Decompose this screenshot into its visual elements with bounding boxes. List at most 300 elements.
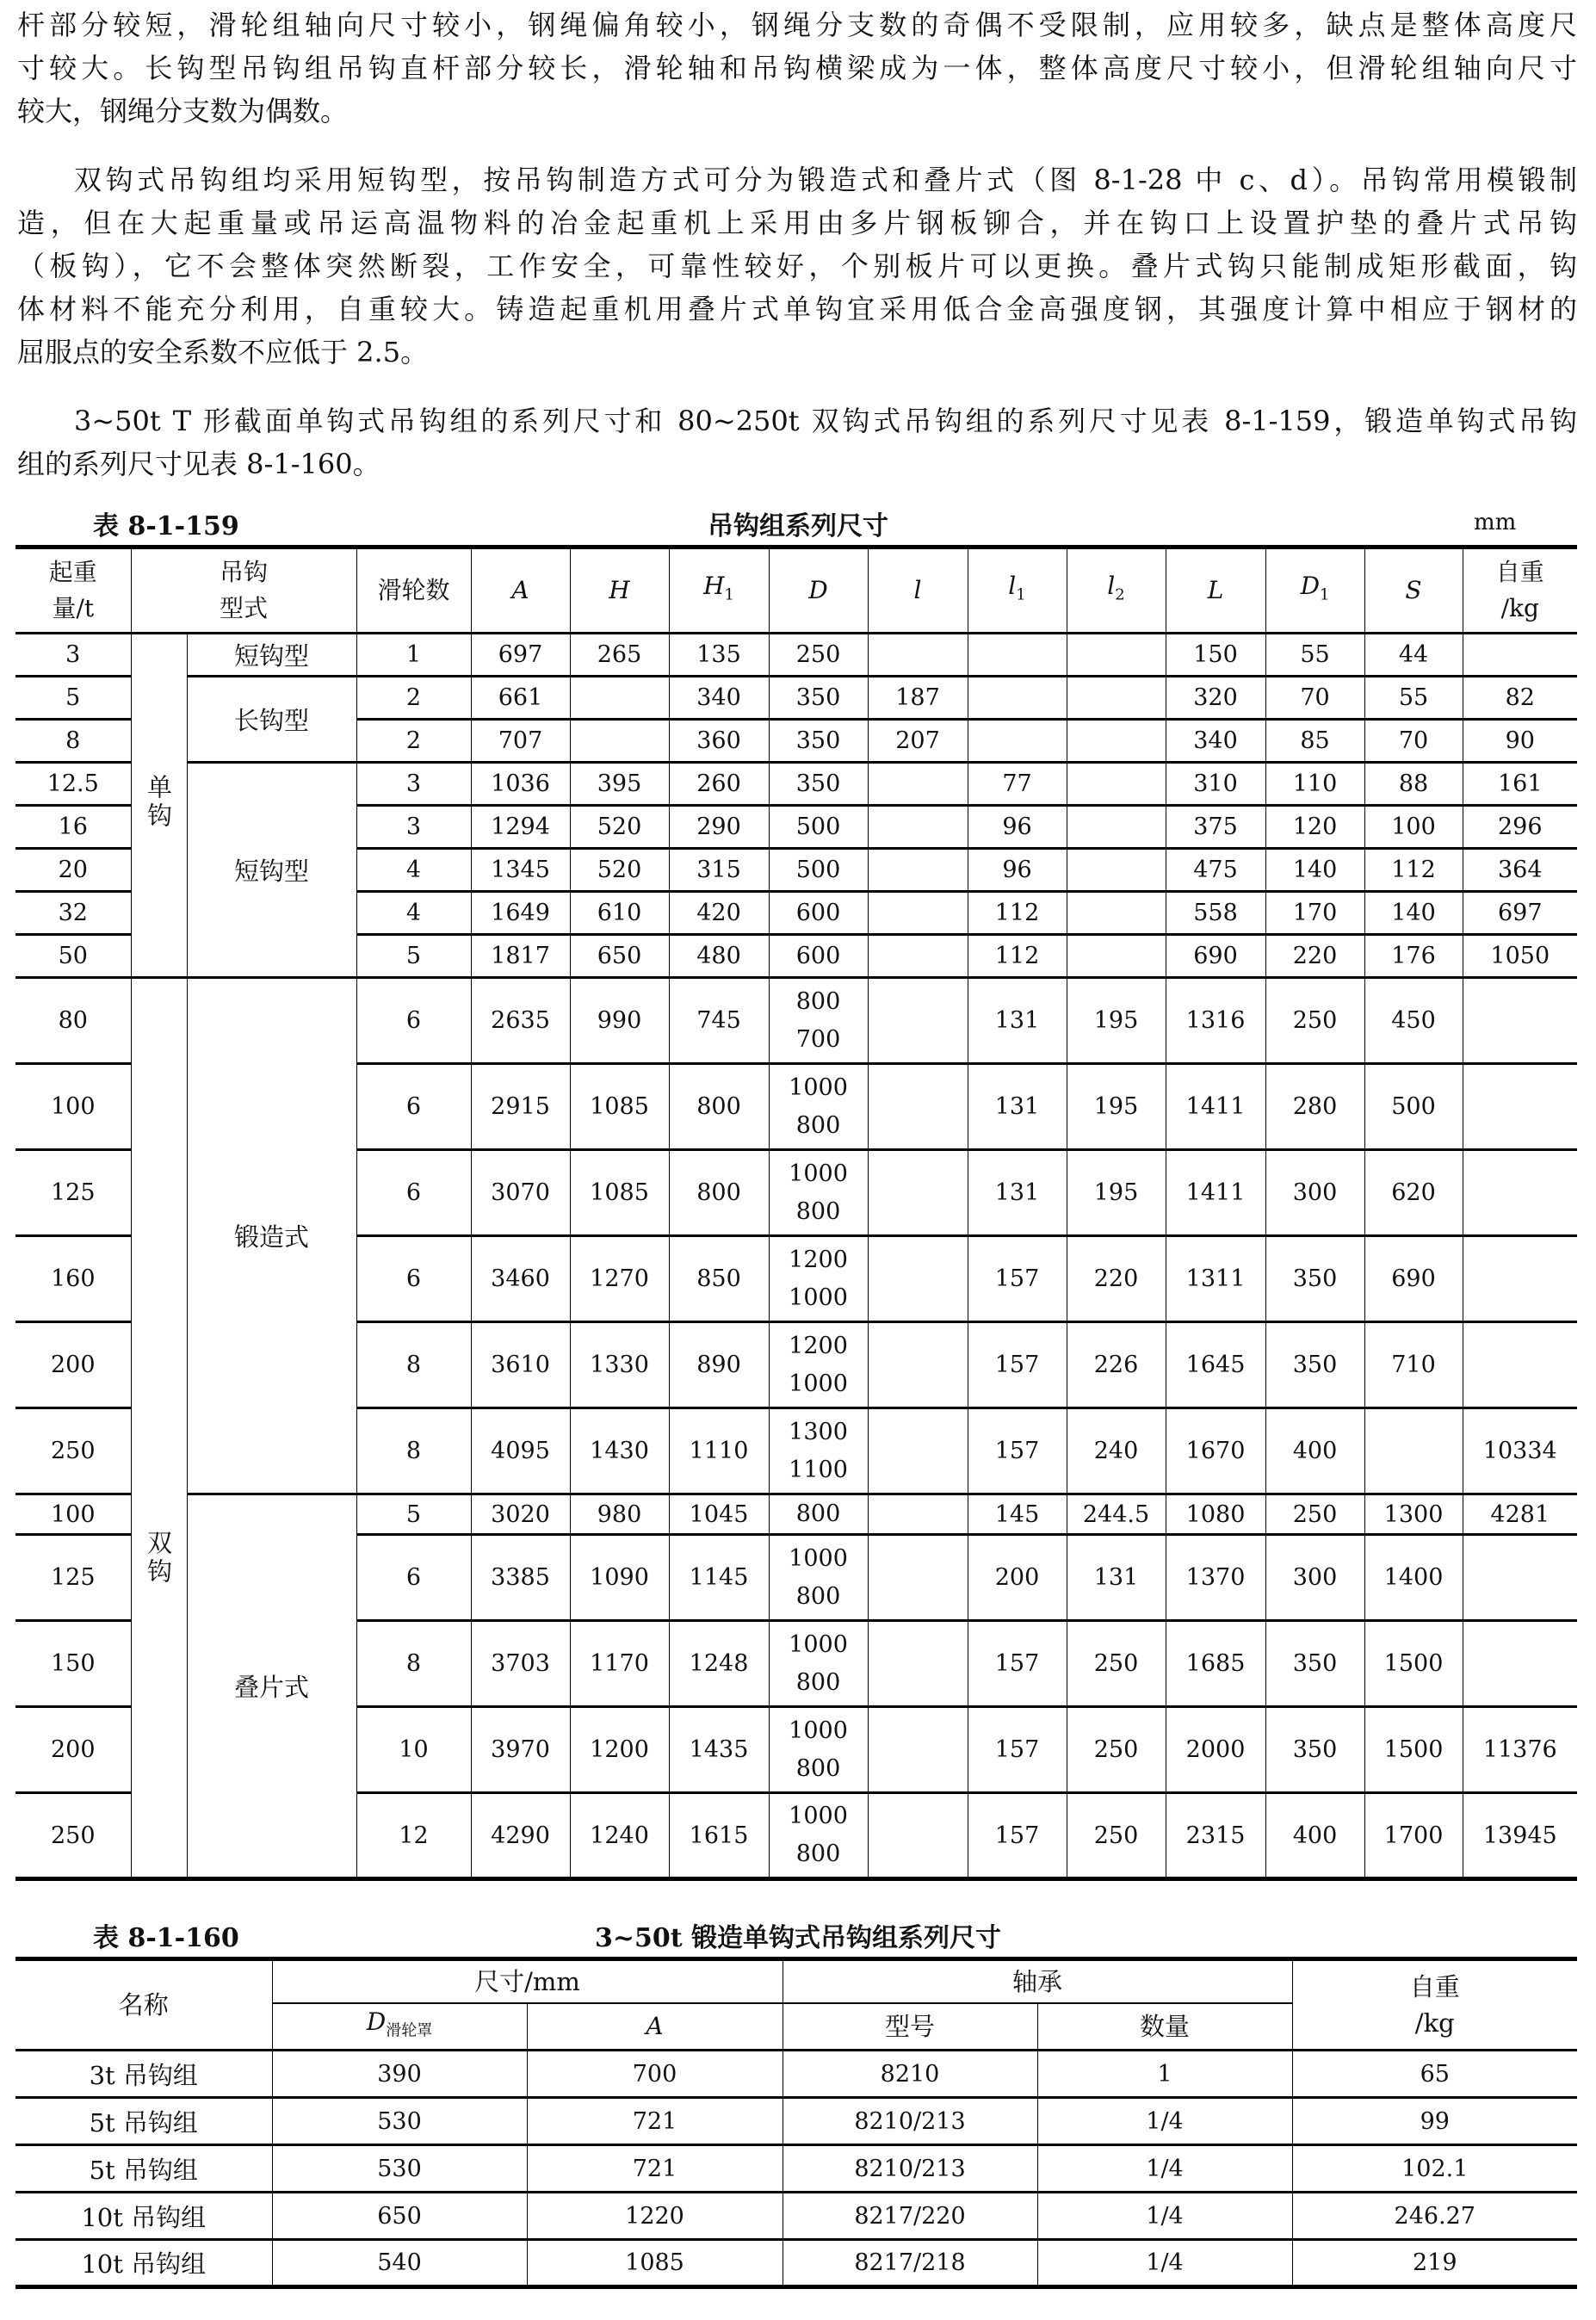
d1-cell: 120 bbox=[1265, 806, 1364, 849]
h1-cell: 315 bbox=[669, 849, 769, 892]
header-text: D bbox=[1300, 571, 1321, 600]
h-cell bbox=[570, 720, 669, 763]
pulleys-cell: 6 bbox=[356, 978, 471, 1064]
h1-cell: 260 bbox=[669, 763, 769, 806]
header-text: S bbox=[1405, 576, 1422, 604]
d-value: 600 bbox=[795, 899, 841, 926]
header-text: H bbox=[703, 571, 725, 600]
capacity-cell: 5 bbox=[15, 677, 131, 720]
s-cell: 176 bbox=[1364, 935, 1463, 978]
d-value: 800 bbox=[795, 1754, 841, 1782]
header-dim-l bbox=[868, 548, 968, 634]
w-cell bbox=[1463, 1535, 1577, 1621]
d1-cell: 140 bbox=[1265, 849, 1364, 892]
d-value: 1000 bbox=[789, 1544, 848, 1572]
d-value: 250 bbox=[795, 640, 841, 668]
l1-cell: 112 bbox=[968, 892, 1067, 935]
body-text bbox=[17, 3, 1577, 486]
d-cell: 390 bbox=[272, 2051, 527, 2098]
a-cell: 3460 bbox=[471, 1236, 570, 1322]
s-cell: 710 bbox=[1364, 1322, 1463, 1408]
capacity-cell: 100 bbox=[15, 1494, 131, 1535]
a-cell: 2915 bbox=[471, 1064, 570, 1150]
l2-cell: 226 bbox=[1067, 1322, 1166, 1408]
w-cell: 13945 bbox=[1463, 1793, 1577, 1879]
w-cell: 4281 bbox=[1463, 1494, 1577, 1535]
a-cell: 4290 bbox=[471, 1793, 570, 1879]
d-value: 350 bbox=[795, 770, 841, 797]
header-text: 型式 bbox=[220, 594, 269, 622]
h1-cell: 340 bbox=[669, 677, 769, 720]
l2-cell: 195 bbox=[1067, 1064, 1166, 1150]
header-dim-l bbox=[1166, 548, 1265, 634]
name-cell: 10t 吊钩组 bbox=[15, 2193, 272, 2240]
w-cell: 11376 bbox=[1463, 1707, 1577, 1793]
forged-single-hook-table bbox=[15, 1957, 1577, 2289]
l1-cell: 200 bbox=[968, 1535, 1067, 1621]
d-cell bbox=[769, 1494, 868, 1535]
l1-cell bbox=[968, 720, 1067, 763]
w-cell bbox=[1463, 1621, 1577, 1707]
a-cell: 4095 bbox=[471, 1408, 570, 1494]
l2-cell: 244.5 bbox=[1067, 1494, 1166, 1535]
s-cell: 1700 bbox=[1364, 1793, 1463, 1879]
header-text: L bbox=[1207, 576, 1224, 604]
d-value: 800 bbox=[795, 1111, 841, 1139]
pulleys-cell: 4 bbox=[356, 892, 471, 935]
paragraph-line: 体材料不能充分利用，自重较大。铸造起重机用叠片式单钩宜采用低合金高强度钢，其强度计算中相应于钢材的 bbox=[17, 293, 1577, 325]
weight-cell: 102.1 bbox=[1292, 2145, 1577, 2193]
h1-cell: 745 bbox=[669, 978, 769, 1064]
s-cell: 55 bbox=[1364, 677, 1463, 720]
capacity-cell: 125 bbox=[15, 1150, 131, 1236]
capacity-cell: 80 bbox=[15, 978, 131, 1064]
w-cell: 161 bbox=[1463, 763, 1577, 806]
d1-cell: 170 bbox=[1265, 892, 1364, 935]
a-cell: 707 bbox=[471, 720, 570, 763]
header-weight bbox=[1292, 1959, 1577, 2051]
h-cell: 1200 bbox=[570, 1707, 669, 1793]
model-cell: 8210/213 bbox=[783, 2145, 1037, 2193]
d-cell bbox=[769, 1408, 868, 1494]
d1-cell: 55 bbox=[1265, 634, 1364, 677]
d1-cell: 400 bbox=[1265, 1408, 1364, 1494]
d1-cell: 220 bbox=[1265, 935, 1364, 978]
l-cell: 1311 bbox=[1166, 1236, 1265, 1322]
l-cell: 375 bbox=[1166, 806, 1265, 849]
paragraph-line: 双钩式吊钩组均采用短钩型，按吊钩制造方式可分为锻造式和叠片式（图 8-1-28 中 c、d）。吊钩常用模锻制 bbox=[74, 164, 1577, 196]
h1-cell: 1145 bbox=[669, 1535, 769, 1621]
header-text: /kg bbox=[1414, 2008, 1455, 2039]
header-subscript: 2 bbox=[1115, 585, 1125, 604]
capacity-cell: 150 bbox=[15, 1621, 131, 1707]
l-cell bbox=[868, 935, 968, 978]
d-cell bbox=[769, 1793, 868, 1879]
h-cell: 980 bbox=[570, 1494, 669, 1535]
d-value: 1000 bbox=[789, 1803, 848, 1829]
a-cell: 1817 bbox=[471, 935, 570, 978]
l1-cell: 157 bbox=[968, 1621, 1067, 1707]
qty-cell: 1/4 bbox=[1037, 2240, 1292, 2287]
header-dim-h bbox=[570, 548, 669, 634]
pulleys-cell: 10 bbox=[356, 1707, 471, 1793]
header-text: D bbox=[808, 576, 828, 604]
d-cell: 540 bbox=[272, 2240, 527, 2287]
pulleys-cell: 8 bbox=[356, 1408, 471, 1494]
d-value: 800 bbox=[795, 1841, 841, 1867]
h-cell: 520 bbox=[570, 849, 669, 892]
s-cell: 70 bbox=[1364, 720, 1463, 763]
s-cell: 100 bbox=[1364, 806, 1463, 849]
table-title: 吊钩组系列尺寸 bbox=[708, 511, 888, 541]
table-row bbox=[15, 634, 1577, 677]
a-cell: 1220 bbox=[527, 2193, 783, 2240]
d-value: 1100 bbox=[789, 1456, 848, 1483]
d-value: 350 bbox=[795, 727, 841, 754]
l1-cell: 157 bbox=[968, 1707, 1067, 1793]
h-cell: 395 bbox=[570, 763, 669, 806]
h1-cell: 1615 bbox=[669, 1793, 769, 1879]
header-text: l bbox=[1107, 571, 1116, 600]
paragraph bbox=[17, 399, 1577, 486]
qty-cell: 1/4 bbox=[1037, 2193, 1292, 2240]
h-cell: 520 bbox=[570, 806, 669, 849]
hook-group-series-table bbox=[15, 545, 1577, 1881]
d-cell bbox=[769, 720, 868, 763]
d-value: 500 bbox=[795, 813, 841, 840]
name-cell: 10t 吊钩组 bbox=[15, 2240, 272, 2287]
pulleys-cell: 2 bbox=[356, 720, 471, 763]
pulleys-cell: 1 bbox=[356, 634, 471, 677]
d-cell: 530 bbox=[272, 2145, 527, 2193]
l-cell bbox=[868, 763, 968, 806]
l-cell: 1370 bbox=[1166, 1535, 1265, 1621]
a-cell: 721 bbox=[527, 2098, 783, 2145]
paragraph-line: 较大，钢绳分支数为偶数。 bbox=[17, 95, 349, 127]
w-cell bbox=[1463, 1322, 1577, 1408]
w-cell: 82 bbox=[1463, 677, 1577, 720]
table-row bbox=[15, 763, 1577, 806]
l-cell: 340 bbox=[1166, 720, 1265, 763]
l2-cell bbox=[1067, 677, 1166, 720]
d-value: 800 bbox=[795, 1500, 841, 1527]
header-size-group: 尺寸/mm bbox=[272, 1959, 783, 2003]
s-cell: 88 bbox=[1364, 763, 1463, 806]
table-row bbox=[15, 2145, 1577, 2193]
capacity-cell: 8 bbox=[15, 720, 131, 763]
d-cell bbox=[769, 634, 868, 677]
header-text: l bbox=[913, 576, 922, 604]
l2-cell: 220 bbox=[1067, 1236, 1166, 1322]
l2-cell: 131 bbox=[1067, 1535, 1166, 1621]
paragraph-line: 组的系列尺寸见表 8-1-160。 bbox=[17, 448, 380, 480]
header-text: 自重 bbox=[1495, 558, 1544, 586]
header-text: 吊钩 bbox=[220, 558, 269, 586]
l-cell: 475 bbox=[1166, 849, 1265, 892]
l1-cell bbox=[968, 634, 1067, 677]
s-cell: 500 bbox=[1364, 1064, 1463, 1150]
l1-cell: 157 bbox=[968, 1408, 1067, 1494]
d-cell: 650 bbox=[272, 2193, 527, 2240]
l2-cell bbox=[1067, 806, 1166, 849]
model-cell: 8210/213 bbox=[783, 2098, 1037, 2145]
l-cell bbox=[868, 1707, 968, 1793]
w-cell: 364 bbox=[1463, 849, 1577, 892]
s-cell: 620 bbox=[1364, 1150, 1463, 1236]
pulleys-cell: 3 bbox=[356, 763, 471, 806]
l-cell: 2315 bbox=[1166, 1793, 1265, 1879]
qty-cell: 1/4 bbox=[1037, 2098, 1292, 2145]
h1-cell: 290 bbox=[669, 806, 769, 849]
model-cell: 8217/218 bbox=[783, 2240, 1037, 2287]
pulleys-cell: 3 bbox=[356, 806, 471, 849]
capacity-cell: 32 bbox=[15, 892, 131, 935]
header-subscript: 滑轮罩 bbox=[386, 2021, 433, 2040]
header-a: A bbox=[527, 2003, 783, 2051]
d-cell bbox=[769, 1150, 868, 1236]
weight-cell: 219 bbox=[1292, 2240, 1577, 2287]
a-cell: 1649 bbox=[471, 892, 570, 935]
l-cell bbox=[868, 1621, 968, 1707]
d-cell bbox=[769, 763, 868, 806]
a-cell: 1036 bbox=[471, 763, 570, 806]
hook-type-cell: 短钩型 bbox=[187, 763, 356, 978]
pulleys-cell: 6 bbox=[356, 1535, 471, 1621]
l-cell: 1316 bbox=[1166, 978, 1265, 1064]
l1-cell: 96 bbox=[968, 806, 1067, 849]
h-cell: 1090 bbox=[570, 1535, 669, 1621]
hook-group-cell bbox=[131, 978, 187, 1879]
header-dim-h1 bbox=[669, 548, 769, 634]
h-cell: 610 bbox=[570, 892, 669, 935]
d-cell bbox=[769, 935, 868, 978]
l-cell: 1411 bbox=[1166, 1150, 1265, 1236]
w-cell bbox=[1463, 1150, 1577, 1236]
l1-cell: 131 bbox=[968, 978, 1067, 1064]
s-cell: 450 bbox=[1364, 978, 1463, 1064]
s-cell: 140 bbox=[1364, 892, 1463, 935]
l-cell bbox=[868, 1064, 968, 1150]
table-row bbox=[15, 2193, 1577, 2240]
l-cell: 1670 bbox=[1166, 1408, 1265, 1494]
l-cell: 150 bbox=[1166, 634, 1265, 677]
name-cell: 3t 吊钩组 bbox=[15, 2051, 272, 2098]
l1-cell: 77 bbox=[968, 763, 1067, 806]
header-dim-a bbox=[471, 548, 570, 634]
d-cell bbox=[769, 1236, 868, 1322]
header-text: 自重 bbox=[1409, 1972, 1460, 2002]
d1-cell: 350 bbox=[1265, 1236, 1364, 1322]
w-cell: 1050 bbox=[1463, 935, 1577, 978]
capacity-cell: 200 bbox=[15, 1322, 131, 1408]
paragraph bbox=[17, 3, 1577, 133]
d1-cell: 110 bbox=[1265, 763, 1364, 806]
s-cell: 112 bbox=[1364, 849, 1463, 892]
header-qty: 数量 bbox=[1037, 2003, 1292, 2051]
l-cell: 187 bbox=[868, 677, 968, 720]
l-cell bbox=[868, 1793, 968, 1879]
d-value: 1000 bbox=[789, 1160, 848, 1187]
d1-cell: 250 bbox=[1265, 978, 1364, 1064]
a-cell: 3610 bbox=[471, 1322, 570, 1408]
h-cell: 1170 bbox=[570, 1621, 669, 1707]
table-unit: mm bbox=[1474, 510, 1517, 535]
d1-cell: 400 bbox=[1265, 1793, 1364, 1879]
d-cell bbox=[769, 677, 868, 720]
table-8-1-159-caption bbox=[0, 501, 1596, 539]
qty-cell: 1 bbox=[1037, 2051, 1292, 2098]
h-cell: 650 bbox=[570, 935, 669, 978]
h-cell: 1085 bbox=[570, 1150, 669, 1236]
d-cell: 530 bbox=[272, 2098, 527, 2145]
d-value: 1000 bbox=[789, 1284, 848, 1311]
hook-type-cell: 锻造式 bbox=[187, 978, 356, 1494]
header-row bbox=[15, 1959, 1577, 2003]
w-cell bbox=[1463, 1064, 1577, 1150]
header-subscript: 1 bbox=[1016, 585, 1026, 604]
d-value: 1000 bbox=[789, 1630, 848, 1658]
weight-cell: 99 bbox=[1292, 2098, 1577, 2145]
h1-cell: 480 bbox=[669, 935, 769, 978]
l-cell bbox=[868, 1236, 968, 1322]
paragraph-line: 造，但在大起重量或吊运高温物料的冶金起重机上采用由多片钢板铆合，并在钩口上设置护垫的叠片式吊钩 bbox=[17, 207, 1577, 239]
d1-cell: 70 bbox=[1265, 677, 1364, 720]
capacity-cell: 20 bbox=[15, 849, 131, 892]
h1-cell: 890 bbox=[669, 1322, 769, 1408]
s-cell bbox=[1364, 1408, 1463, 1494]
w-cell bbox=[1463, 634, 1577, 677]
d-value: 500 bbox=[795, 856, 841, 883]
l-cell bbox=[868, 892, 968, 935]
a-cell: 721 bbox=[527, 2145, 783, 2193]
capacity-cell: 3 bbox=[15, 634, 131, 677]
l-cell bbox=[868, 806, 968, 849]
l-cell bbox=[868, 1408, 968, 1494]
a-cell: 700 bbox=[527, 2051, 783, 2098]
l-cell bbox=[868, 849, 968, 892]
d1-cell: 350 bbox=[1265, 1707, 1364, 1793]
a-cell: 3020 bbox=[471, 1494, 570, 1535]
h1-cell: 135 bbox=[669, 634, 769, 677]
name-cell: 5t 吊钩组 bbox=[15, 2145, 272, 2193]
header-dim-d1 bbox=[1265, 548, 1364, 634]
paragraph-line: 杆部分较短，滑轮组轴向尺寸较小，钢绳偏角较小，钢绳分支数的奇偶不受限制，应用较多，缺点是整体高度尺 bbox=[17, 9, 1577, 41]
header-pulleys: 滑轮数 bbox=[356, 548, 471, 634]
w-cell bbox=[1463, 1236, 1577, 1322]
d1-cell: 350 bbox=[1265, 1322, 1364, 1408]
l-cell bbox=[868, 634, 968, 677]
w-cell: 90 bbox=[1463, 720, 1577, 763]
d-cell bbox=[769, 1535, 868, 1621]
h1-cell: 1110 bbox=[669, 1408, 769, 1494]
d1-cell: 350 bbox=[1265, 1621, 1364, 1707]
table-row bbox=[15, 1494, 1577, 1535]
d-cell bbox=[769, 849, 868, 892]
d-value: 1000 bbox=[789, 1073, 848, 1101]
header-text: A bbox=[511, 576, 529, 604]
l1-cell: 145 bbox=[968, 1494, 1067, 1535]
pulleys-cell: 4 bbox=[356, 849, 471, 892]
l-cell bbox=[868, 1322, 968, 1408]
l1-cell: 131 bbox=[968, 1150, 1067, 1236]
h1-cell: 420 bbox=[669, 892, 769, 935]
l1-cell: 157 bbox=[968, 1793, 1067, 1879]
capacity-cell: 250 bbox=[15, 1408, 131, 1494]
table-row bbox=[15, 2240, 1577, 2287]
pulleys-cell: 6 bbox=[356, 1150, 471, 1236]
l2-cell bbox=[1067, 849, 1166, 892]
s-cell: 690 bbox=[1364, 1236, 1463, 1322]
weight-cell: 65 bbox=[1292, 2051, 1577, 2098]
l1-cell: 157 bbox=[968, 1322, 1067, 1408]
a-cell: 661 bbox=[471, 677, 570, 720]
pulleys-cell: 6 bbox=[356, 1236, 471, 1322]
l-cell: 1645 bbox=[1166, 1322, 1265, 1408]
capacity-cell: 250 bbox=[15, 1793, 131, 1879]
pulleys-cell: 12 bbox=[356, 1793, 471, 1879]
l-cell: 207 bbox=[868, 720, 968, 763]
header-bearing-group: 轴承 bbox=[783, 1959, 1292, 2003]
d1-cell: 300 bbox=[1265, 1150, 1364, 1236]
l-cell: 690 bbox=[1166, 935, 1265, 978]
h-cell: 990 bbox=[570, 978, 669, 1064]
qty-cell: 1/4 bbox=[1037, 2145, 1292, 2193]
l2-cell bbox=[1067, 892, 1166, 935]
s-cell: 1500 bbox=[1364, 1621, 1463, 1707]
hook-group-label: 单钩 bbox=[144, 774, 173, 831]
h-cell: 1270 bbox=[570, 1236, 669, 1322]
l1-cell bbox=[968, 677, 1067, 720]
h-cell bbox=[570, 677, 669, 720]
header-subscript: 1 bbox=[724, 585, 734, 604]
capacity-cell: 125 bbox=[15, 1535, 131, 1621]
l1-cell: 112 bbox=[968, 935, 1067, 978]
capacity-cell: 16 bbox=[15, 806, 131, 849]
capacity-cell: 200 bbox=[15, 1707, 131, 1793]
a-cell: 697 bbox=[471, 634, 570, 677]
h-cell: 1430 bbox=[570, 1408, 669, 1494]
hook-type-cell: 叠片式 bbox=[187, 1494, 356, 1879]
l2-cell: 250 bbox=[1067, 1793, 1166, 1879]
l1-cell: 131 bbox=[968, 1064, 1067, 1150]
paragraph-line: 3~50t T 形截面单钩式吊钩组的系列尺寸和 80~250t 双钩式吊钩组的系列尺寸见表 8-1-159，锻造单钩式吊钩 bbox=[74, 405, 1577, 437]
header-name: 名称 bbox=[15, 1959, 272, 2051]
l-cell: 1080 bbox=[1166, 1494, 1265, 1535]
name-cell: 5t 吊钩组 bbox=[15, 2098, 272, 2145]
capacity-cell: 100 bbox=[15, 1064, 131, 1150]
l-cell: 320 bbox=[1166, 677, 1265, 720]
l2-cell bbox=[1067, 720, 1166, 763]
d-value: 800 bbox=[795, 987, 841, 1015]
table-row bbox=[15, 677, 1577, 720]
h1-cell: 850 bbox=[669, 1236, 769, 1322]
capacity-cell: 160 bbox=[15, 1236, 131, 1322]
w-cell bbox=[1463, 978, 1577, 1064]
d-value: 1000 bbox=[789, 1717, 848, 1744]
h1-cell: 1248 bbox=[669, 1621, 769, 1707]
w-cell: 296 bbox=[1463, 806, 1577, 849]
d-cell bbox=[769, 892, 868, 935]
hook-type-cell: 长钩型 bbox=[187, 677, 356, 763]
d-value: 1200 bbox=[789, 1332, 848, 1359]
h-cell: 265 bbox=[570, 634, 669, 677]
l2-cell: 195 bbox=[1067, 1150, 1166, 1236]
s-cell: 1400 bbox=[1364, 1535, 1463, 1621]
table-row bbox=[15, 978, 1577, 1064]
d1-cell: 300 bbox=[1265, 1535, 1364, 1621]
l-cell: 558 bbox=[1166, 892, 1265, 935]
d-value: 1000 bbox=[789, 1370, 848, 1397]
